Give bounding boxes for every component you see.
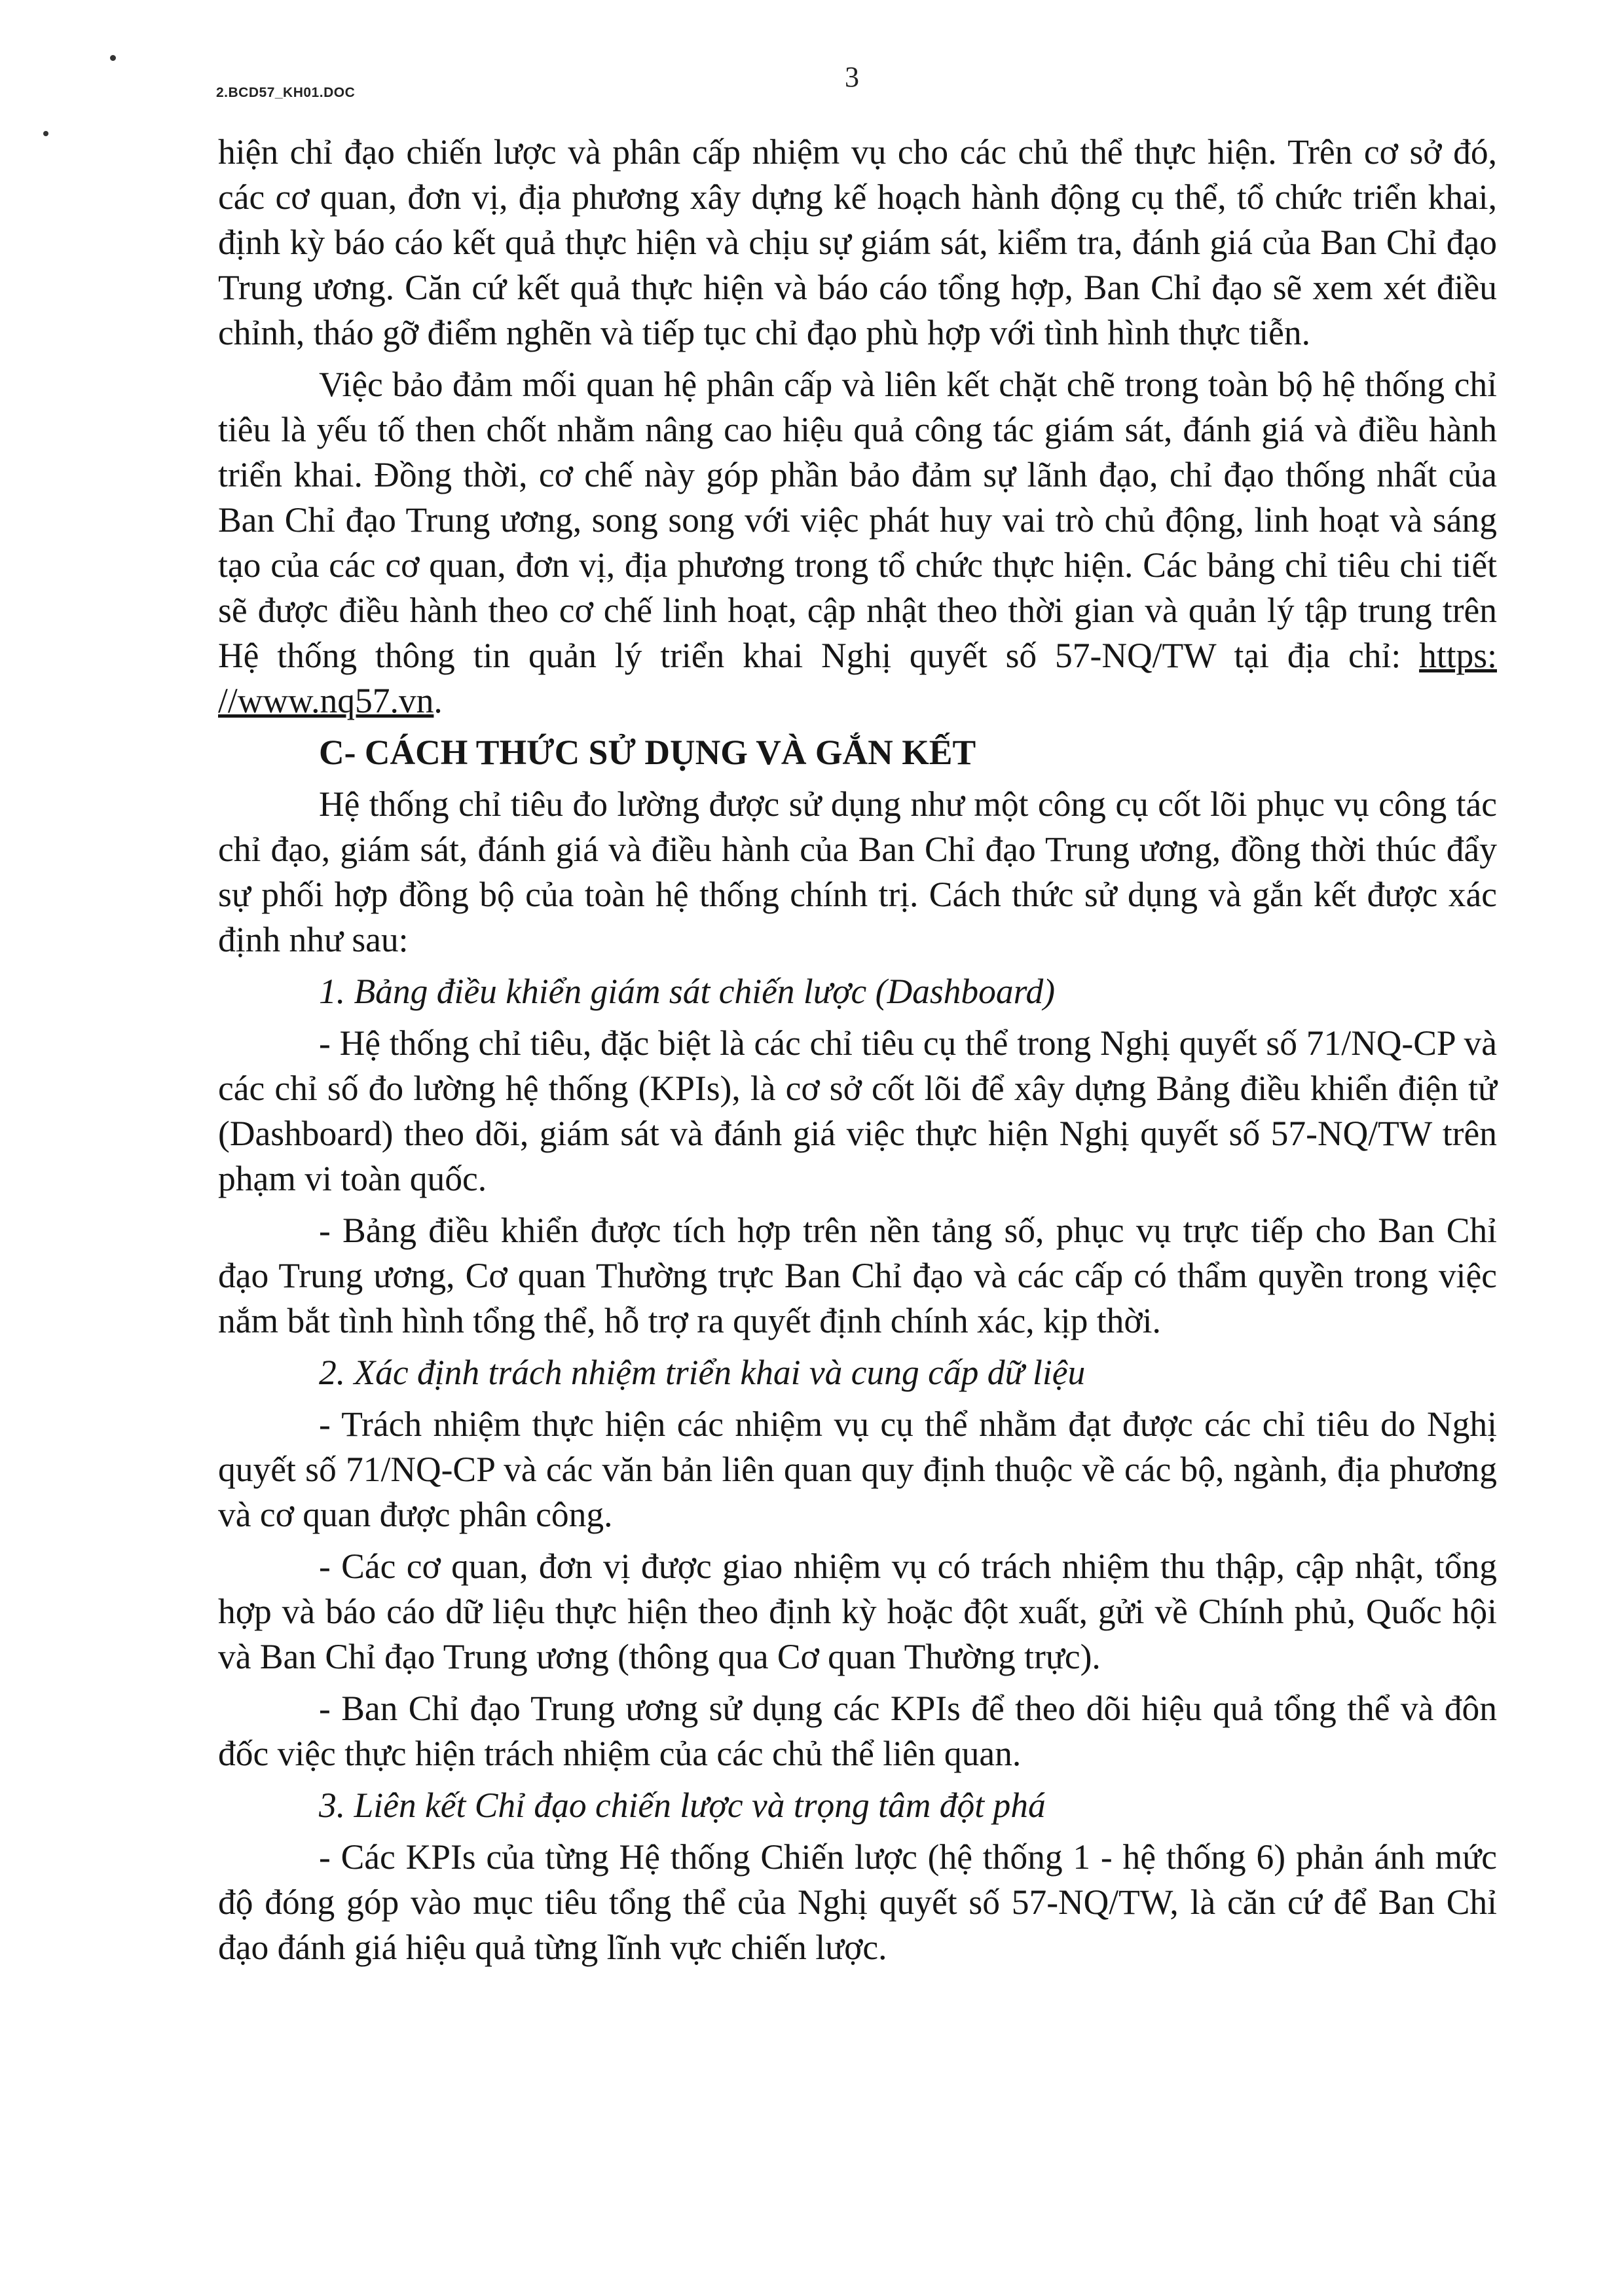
subsection-2-item: - Trách nhiệm thực hiện các nhiệm vụ cụ thể nhằm đạt được các chỉ tiêu do Nghị quyết số 71/NQ-CP và các văn bản liên quan quy định thuộc về các bộ, ngành, địa phương và cơ quan được phân công. xyxy=(218,1405,1497,1534)
nq57-website-link[interactable]: https: //www.nq57.vn xyxy=(218,636,1497,720)
section-c-intro: Hệ thống chỉ tiêu đo lường được sử dụng như một công cụ cốt lõi phục vụ công tác chỉ đạo, giám sát, đánh giá và điều hành của Ban Chỉ đạo Trung ương, đồng thời thúc đẩy sự phối hợp đồng bộ của toàn hệ thống chính trị. Cách thức sử dụng và gắn kết được xác định như sau: xyxy=(218,784,1497,959)
document-body xyxy=(218,130,1497,1977)
subsection-3-item: - Các KPIs của từng Hệ thống Chiến lược (hệ thống 1 - hệ thống 6) phản ánh mức độ đóng góp vào mục tiêu tổng thể của Nghị quyết số 57-NQ/TW, là căn cứ để Ban Chỉ đạo đánh giá hiệu quả từng lĩnh vực chiến lược. xyxy=(218,1837,1497,1967)
subsection-3-title: 3. Liên kết Chỉ đạo chiến lược và trọng tâm đột phá xyxy=(319,1786,1046,1825)
subsection-1-item: - Bảng điều khiển được tích hợp trên nền tảng số, phục vụ trực tiếp cho Ban Chỉ đạo Trung ương, Cơ quan Thường trực Ban Chỉ đạo và các cấp có thẩm quyền trong việc nắm bắt tình hình tổng thể, hỗ trợ ra quyết định chính xác, kịp thời. xyxy=(218,1211,1497,1340)
paragraph-intro-continued: hiện chỉ đạo chiến lược và phân cấp nhiệm vụ cho các chủ thể thực hiện. Trên cơ sở đó, các cơ quan, đơn vị, địa phương xây dựng kế hoạch hành động cụ thể, tổ chức triển khai, định kỳ báo cáo kết quả thực hiện và chịu sự giám sát, kiểm tra, đánh giá của Ban Chỉ đạo Trung ương. Căn cứ kết quả thực hiện và báo cáo tổng hợp, Ban Chỉ đạo sẽ xem xét điều chỉnh, tháo gỡ điểm nghẽn và tiếp tục chỉ đạo phù hợp với tình hình thực tiễn. xyxy=(218,132,1497,352)
subsection-1-title: 1. Bảng điều khiển giám sát chiến lược (Dashboard) xyxy=(319,972,1056,1011)
page-number: 3 xyxy=(845,61,859,93)
subsection-2-title: 2. Xác định trách nhiệm triển khai và cung cấp dữ liệu xyxy=(319,1353,1086,1392)
subsection-2-item: - Ban Chỉ đạo Trung ương sử dụng các KPIs để theo dõi hiệu quả tổng thể và đôn đốc việc thực hiện trách nhiệm của các chủ thể liên quan. xyxy=(218,1689,1497,1773)
section-c-heading: C- CÁCH THỨC SỬ DỤNG VÀ GẮN KẾT xyxy=(319,733,976,772)
paragraph-hierarchy-linkage xyxy=(218,362,1497,724)
paragraph-end: . xyxy=(434,681,443,720)
file-label: 2.BCD57_KH01.DOC xyxy=(216,85,356,100)
scan-mark xyxy=(43,131,48,136)
paragraph-text: Việc bảo đảm mối quan hệ phân cấp và liên kết chặt chẽ trong toàn bộ hệ thống chỉ tiêu là yếu tố then chốt nhằm nâng cao hiệu quả công tác giám sát, đánh giá và điều hành triển khai. Đồng thời, cơ chế này góp phần bảo đảm sự lãnh đạo, chỉ đạo thống nhất của Ban Chỉ đạo Trung ương, song song với việc phát huy vai trò chủ động, linh hoạt và sáng tạo của các cơ quan, đơn vị, địa phương trong tổ chức thực hiện. Các bảng chỉ tiêu chi tiết sẽ được điều hành theo cơ chế linh hoạt, cập nhật theo thời gian và quản lý tập trung trên Hệ thống thông tin quản lý triển khai Nghị quyết số 57-NQ/TW tại địa chỉ: xyxy=(218,365,1497,675)
scan-mark xyxy=(110,55,116,61)
subsection-2-item: - Các cơ quan, đơn vị được giao nhiệm vụ có trách nhiệm thu thập, cập nhật, tổng hợp và báo cáo dữ liệu thực hiện theo định kỳ hoặc đột xuất, gửi về Chính phủ, Quốc hội và Ban Chỉ đạo Trung ương (thông qua Cơ quan Thường trực). xyxy=(218,1547,1497,1676)
subsection-1-item: - Hệ thống chỉ tiêu, đặc biệt là các chỉ tiêu cụ thể trong Nghị quyết số 71/NQ-CP và các chỉ số đo lường hệ thống (KPIs), là cơ sở cốt lõi để xây dựng Bảng điều khiển điện tử (Dashboard) theo dõi, giám sát và đánh giá việc thực hiện Nghị quyết số 57-NQ/TW trên phạm vi toàn quốc. xyxy=(218,1023,1497,1198)
